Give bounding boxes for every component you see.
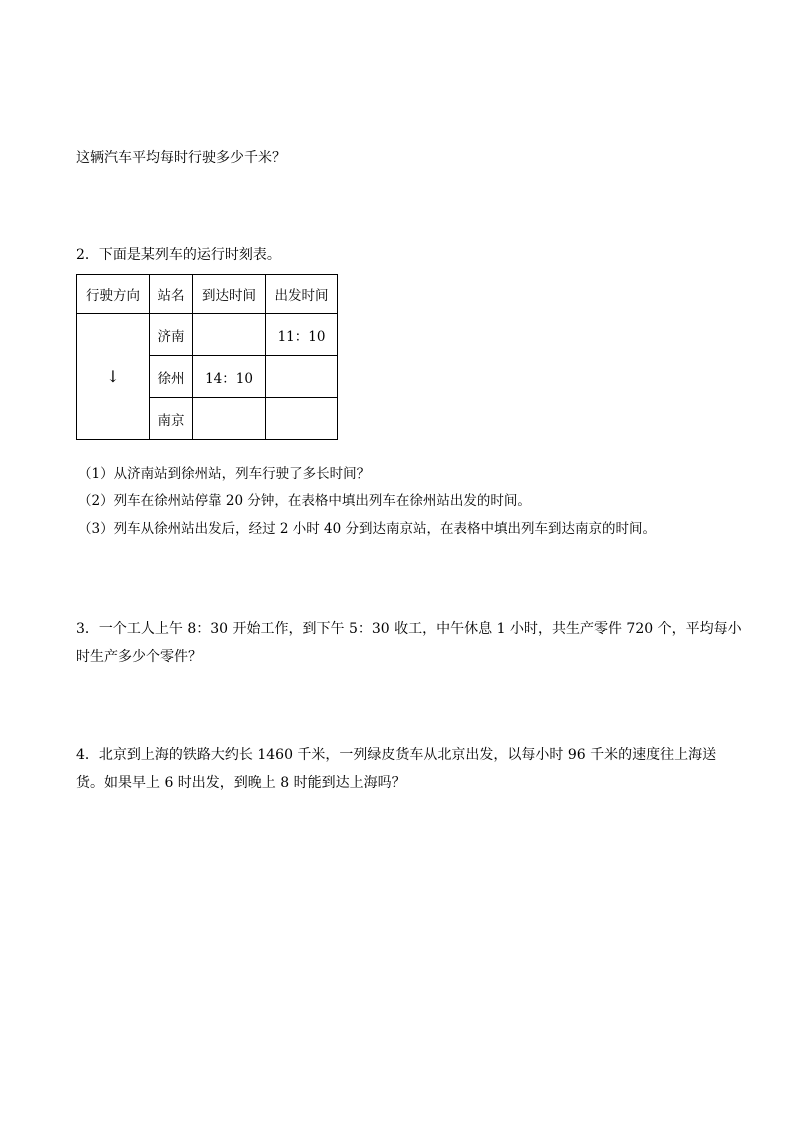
question-4-line-2: 货。如果早上 6 时出发，到晚上 8 时能到达上海吗？ bbox=[76, 775, 406, 791]
arrive-time-cell bbox=[193, 398, 266, 440]
station-cell: 南京 bbox=[150, 398, 193, 440]
header-direction: 行驶方向 bbox=[77, 275, 150, 314]
depart-time-cell: 11：10 bbox=[266, 314, 338, 356]
arrive-time-cell: 14：10 bbox=[193, 356, 266, 398]
question-2-sub-2: （2）列车在徐州站停靠 20 分钟，在表格中填出列车在徐州站出发的时间。 bbox=[78, 493, 531, 509]
question-3-line-2: 时生产多少个零件？ bbox=[76, 649, 202, 665]
station-cell: 徐州 bbox=[150, 356, 193, 398]
table-row bbox=[77, 314, 338, 356]
table-header-row bbox=[77, 275, 338, 314]
header-arrive-time: 到达时间 bbox=[193, 275, 266, 314]
question-2-title: 2．下面是某列车的运行时刻表。 bbox=[76, 247, 281, 263]
header-station: 站名 bbox=[150, 275, 193, 314]
question-2-sub-3: （3）列车从徐州站出发后，经过 2 小时 40 分到达南京站，在表格中填出列车到达南京的时间。 bbox=[78, 521, 657, 537]
question-3-line-1: 3．一个工人上午 8：30 开始工作，到下午 5：30 收工，中午休息 1 小时，共生产零件 720 个，平均每小 bbox=[76, 621, 742, 637]
depart-time-cell bbox=[266, 356, 338, 398]
question-1-tail: 这辆汽车平均每时行驶多少千米？ bbox=[76, 150, 286, 166]
question-2-sub-1: （1）从济南站到徐州站，列车行驶了多长时间？ bbox=[78, 466, 371, 482]
station-cell: 济南 bbox=[150, 314, 193, 356]
header-depart-time: 出发时间 bbox=[266, 275, 338, 314]
direction-arrow-cell: ↓ bbox=[77, 314, 150, 440]
question-4-line-1: 4．北京到上海的铁路大约长 1460 千米，一列绿皮货车从北京出发，以每小时 96 千米的速度往上海送 bbox=[76, 747, 717, 763]
train-timetable bbox=[76, 274, 338, 440]
arrive-time-cell bbox=[193, 314, 266, 356]
depart-time-cell bbox=[266, 398, 338, 440]
